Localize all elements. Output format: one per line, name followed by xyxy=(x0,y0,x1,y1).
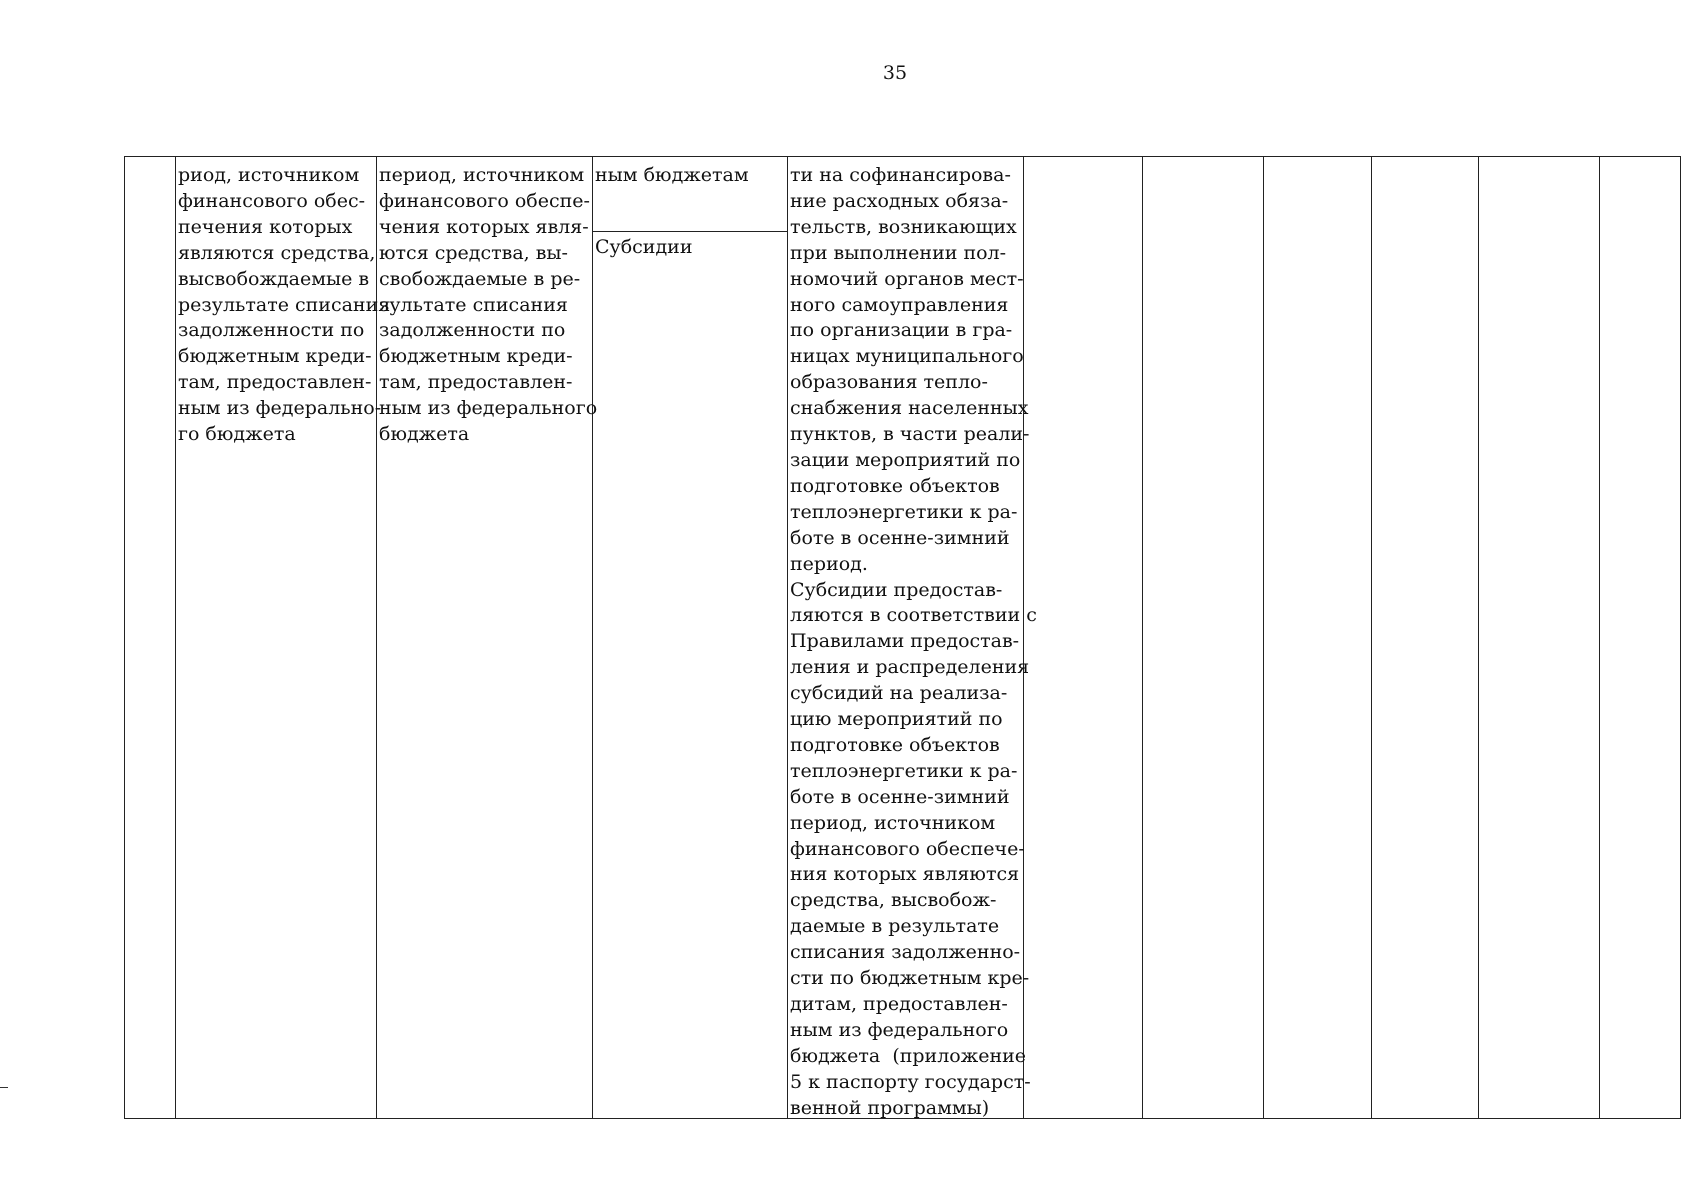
cell-text-line: боте в осенне-зимний xyxy=(790,785,1010,808)
cell-text-line: ния которых являются xyxy=(790,863,1020,886)
table-cell-col-4-top: ным бюджетам xyxy=(595,164,749,186)
cell-text-line: боте в осенне-зимний xyxy=(790,526,1010,549)
cell-text-line: бюджета (приложение xyxy=(790,1044,1027,1067)
cell-text-line: период, источником xyxy=(790,811,996,834)
column-divider xyxy=(175,157,176,1118)
table-cell-col-4-bottom: Субсидии xyxy=(595,236,693,258)
cell-text-line: бюджетным креди- xyxy=(178,345,372,368)
cell-text-line: образования тепло- xyxy=(790,371,988,394)
cell-text-line: теплоэнергетики к ра- xyxy=(790,759,1018,782)
cell-text-line: бюджета xyxy=(379,423,470,446)
cell-text-line: высвобождаемые в xyxy=(178,267,370,290)
cell-text-line: печения которых xyxy=(178,215,353,238)
cell-text-line: период. xyxy=(790,552,868,575)
cell-text-line: Правилами предостав- xyxy=(790,630,1020,653)
cell-text-line: по организации в гра- xyxy=(790,319,1013,342)
cell-text-line: субсидий на реализа- xyxy=(790,682,1008,705)
cell-text-line: бюджетным креди- xyxy=(379,345,573,368)
cell-text-line: ления и распределения xyxy=(790,656,1030,679)
cell-text-line: финансового обеспече- xyxy=(790,837,1025,860)
cell-text-line: ются средства, вы- xyxy=(379,241,568,264)
cell-text-line: при выполнении пол- xyxy=(790,241,1007,264)
cell-text-line: сти по бюджетным кре- xyxy=(790,967,1030,990)
column-divider xyxy=(787,157,788,1118)
cell-text-line: Субсидии предостав- xyxy=(790,578,1003,601)
data-table xyxy=(124,156,1681,1119)
column-divider xyxy=(1371,157,1372,1118)
cell-text-line: риод, источником xyxy=(178,164,360,186)
cell-text-line: финансового обеспе- xyxy=(379,189,590,212)
cell-text-line: даемые в результате xyxy=(790,915,1000,938)
cell-text-line: го бюджета xyxy=(178,423,296,446)
cell-text-line: чения которых явля- xyxy=(379,215,589,238)
cell-text-line: номочий органов мест- xyxy=(790,267,1024,290)
cell-text-line: цию мероприятий по xyxy=(790,708,1003,731)
table-cell-col-5 xyxy=(790,163,1037,1122)
cell-divider xyxy=(592,231,787,232)
cell-text-line: подготовке объектов xyxy=(790,474,1000,497)
column-divider xyxy=(1478,157,1479,1118)
cell-text-line: венной программы) xyxy=(790,1096,990,1119)
cell-text-line: там, предоставлен- xyxy=(379,371,573,394)
cell-text-line: снабжения населенных xyxy=(790,397,1029,420)
cell-text-line: ным из федерального xyxy=(790,1018,1009,1041)
table-cell-col-3 xyxy=(379,163,597,448)
cell-text-line: ным из федерально- xyxy=(178,397,382,420)
cell-text-line: свобождаемые в ре- xyxy=(379,267,581,290)
column-divider xyxy=(1142,157,1143,1118)
cell-text-line: результате списания xyxy=(178,293,391,316)
cell-text-line: средства, высвобож- xyxy=(790,889,997,912)
cell-text-line: подготовке объектов xyxy=(790,733,1000,756)
cell-text-line: ти на софинансирова- xyxy=(790,164,1011,186)
cell-text-line: дитам, предоставлен- xyxy=(790,993,1008,1015)
margin-mark xyxy=(0,1087,8,1088)
cell-text-line: пунктов, в части реали- xyxy=(790,423,1030,446)
cell-text-line: ляются в соответствии с xyxy=(790,604,1037,627)
cell-text-line: ным из федерального xyxy=(379,397,598,420)
cell-text-line: ницах муниципального xyxy=(790,345,1024,368)
cell-text-line: задолженности по xyxy=(379,319,566,342)
column-divider xyxy=(1599,157,1600,1118)
cell-text-line: зации мероприятий по xyxy=(790,448,1021,471)
cell-text-line: период, источником xyxy=(379,164,585,186)
cell-text-line: ного самоуправления xyxy=(790,293,1009,316)
cell-text-line: теплоэнергетики к ра- xyxy=(790,500,1018,523)
cell-text-line: ние расходных обяза- xyxy=(790,189,1009,212)
cell-text-line: списания задолженно- xyxy=(790,941,1021,964)
cell-text-line: там, предоставлен- xyxy=(178,371,372,394)
cell-text-line: зультате списания xyxy=(379,293,568,316)
table-cell-col-2 xyxy=(178,163,390,448)
cell-text-line: тельств, возникающих xyxy=(790,215,1017,238)
cell-text-line: являются средства, xyxy=(178,241,376,264)
cell-text-line: финансового обес- xyxy=(178,189,366,212)
page-number: 35 xyxy=(882,62,908,84)
cell-text-line: задолженности по xyxy=(178,319,365,342)
column-divider xyxy=(1263,157,1264,1118)
cell-text-line: 5 к паспорту государст- xyxy=(790,1070,1031,1093)
